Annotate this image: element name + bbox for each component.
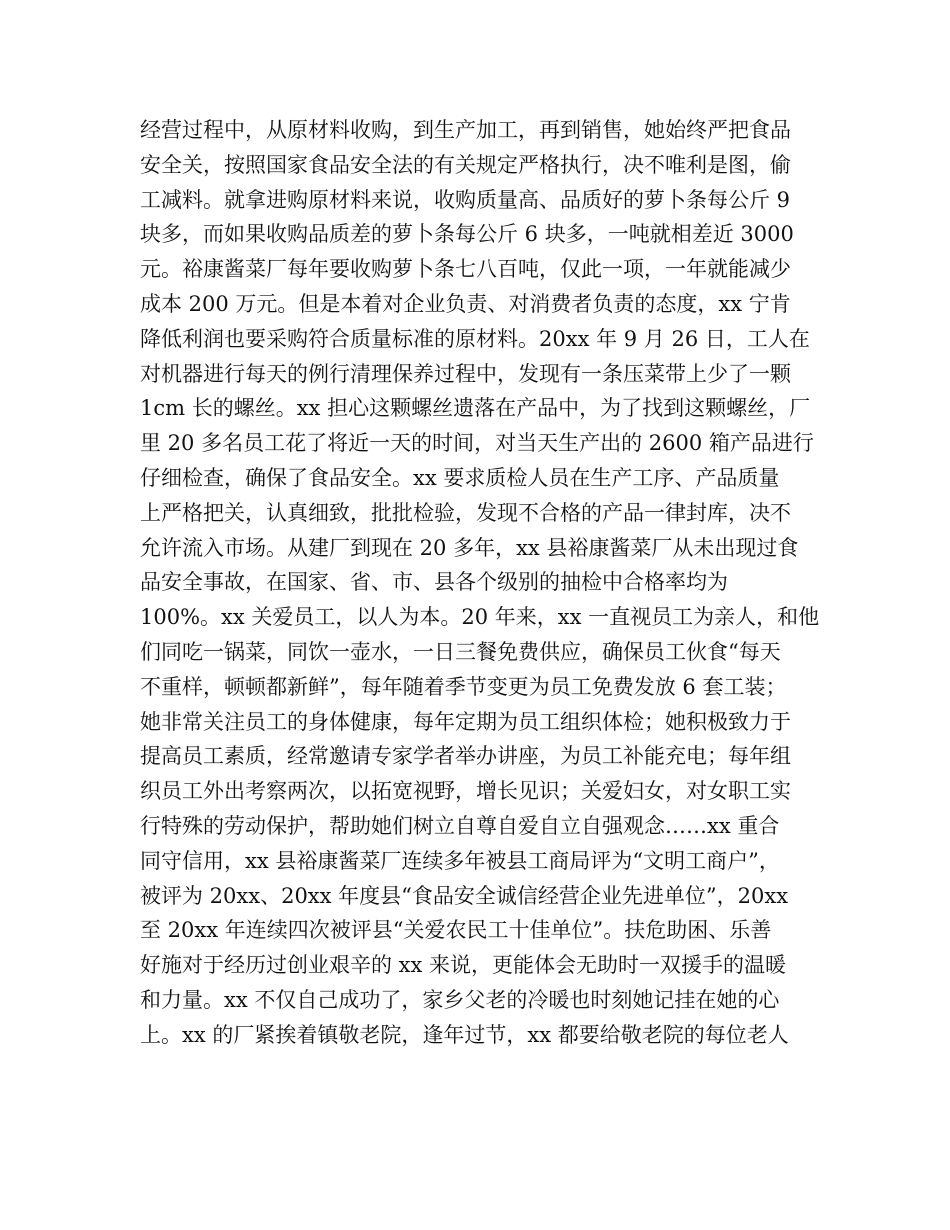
text-line: 至 20xx 年连续四次被评县“关爱农民工十佳单位”。扶危助困、乐善 (140, 918, 772, 943)
text-line: 们同吃一锅菜，同饮一壶水，一日三餐免费供应，确保员工伙食“每天 (140, 639, 781, 664)
text-line: 品安全事故，在国家、省、市、县各个级别的抽检中合格率均为 (140, 570, 728, 595)
text-line: 和力量。xx 不仅自己成功了，家乡父老的冷暖也时刻她记挂在她的心 (140, 987, 780, 1012)
text-line: 仔细检查，确保了食品安全。xx 要求质检人员在生产工序、产品质量 (140, 465, 780, 490)
text-line: 1cm 长的螺丝。xx 担心这颗螺丝遗落在产品中，为了找到这颗螺丝，厂 (140, 396, 811, 421)
body-paragraph (140, 113, 820, 1053)
text-line: 同守信用，xx 县裕康酱菜厂连续多年被县工商局评为“文明工商户”， (140, 848, 780, 873)
text-line: 安全关，按照国家食品安全法的有关规定严格执行，决不唯利是图，偷 (140, 152, 791, 177)
text-line: 元。裕康酱菜厂每年要收购萝卜条七八百吨，仅此一项，一年就能减少 (140, 257, 791, 282)
text-line: 不重样，顿顿都新鲜”，每年随着季节变更为员工免费发放 6 套工装； (140, 674, 787, 699)
text-line: 允许流入市场。从建厂到现在 20 多年，xx 县裕康酱菜厂从未出现过食 (140, 535, 799, 560)
text-line: 100%。xx 关爱员工，以人为本。20 年来，xx 一直视员工为亲人，和他 (140, 605, 820, 630)
text-line: 工减料。就拿进购原材料来说，收购质量高、品质好的萝卜条每公斤 9 (140, 187, 791, 212)
text-line: 块多，而如果收购品质差的萝卜条每公斤 6 块多，一吨就相差近 3000 (140, 222, 794, 247)
text-line: 织员工外出考察两次，以拓宽视野，增长见识；关爱妇女，对女职工实 (140, 779, 791, 804)
text-line: 成本 200 万元。但是本着对企业负责、对消费者负责的态度，xx 宁肯 (140, 291, 791, 316)
text-line: 上严格把关，认真细致，批批检验，发现不合格的产品一律封库，决不 (140, 500, 791, 525)
text-line: 对机器进行每天的例行清理保养过程中，发现有一条压菜带上少了一颗 (140, 361, 791, 386)
text-line: 经营过程中，从原材料收购，到生产加工，再到销售，她始终严把食品 (140, 118, 791, 142)
text-line: 里 20 多名员工花了将近一天的时间，对当天生产出的 2600 箱产品进行 (140, 431, 814, 456)
text-line: 好施对于经历过创业艰辛的 xx 来说，更能体会无助时一双援手的温暖 (140, 953, 787, 978)
text-line: 被评为 20xx、20xx 年度县“食品安全诚信经营企业先进单位”，20xx (140, 883, 789, 908)
text-line: 降低利润也要采购符合质量标准的原材料。20xx 年 9 月 26 日，工人在 (140, 326, 810, 351)
text-line: 她非常关注员工的身体健康，每年定期为员工组织体检；她积极致力于 (140, 709, 791, 734)
text-line: 提高员工素质，经常邀请专家学者举办讲座，为员工补能充电；每年组 (140, 744, 791, 769)
text-line: 上。xx 的厂紧挨着镇敬老院，逢年过节，xx 都要给敬老院的每位老人 (140, 1022, 789, 1047)
text-line: 行特殊的劳动保护，帮助她们树立自尊自爱自立自强观念……xx 重合 (140, 813, 780, 838)
